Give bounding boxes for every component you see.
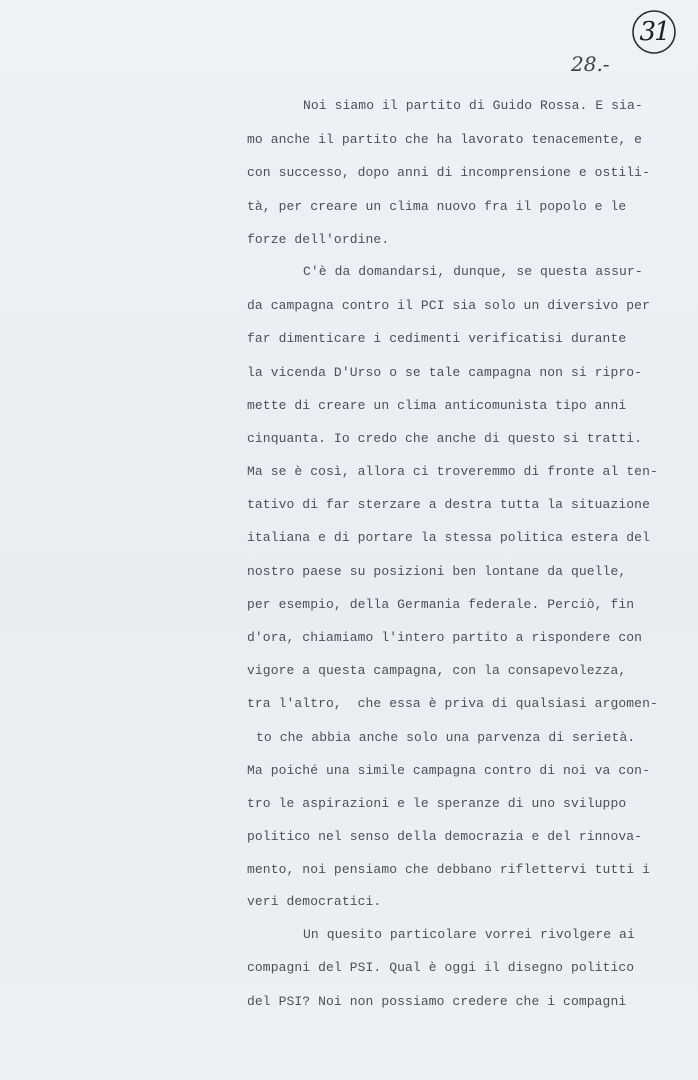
text-line: italiana e di portare la stessa politica estera del [247,530,650,545]
text-line: tà, per creare un clima nuovo fra il popolo e le [247,199,627,214]
text-line: C'è da domandarsi, dunque, se questa assur- [303,264,643,279]
text-line: tro le aspirazioni e le speranze di uno sviluppo [247,796,627,811]
text-line: nostro paese su posizioni ben lontane da quelle, [247,564,627,579]
text-line: tativo di far sterzare a destra tutta la situazione [247,497,650,512]
text-line: compagni del PSI. Qual è oggi il disegno politico [247,960,635,975]
text-line: politico nel senso della democrazia e del rinnova- [247,829,643,844]
text-line: mento, noi pensiamo che debbano riflettervi tutti i [247,862,650,877]
text-line: mette di creare un clima anticomunista tipo anni [247,398,627,413]
text-line: Ma poiché una simile campagna contro di noi va con- [247,763,650,778]
text-line: la vicenda D'Urso o se tale campagna non si ripro- [247,365,643,380]
text-line: Ma se è così, allora ci troveremmo di fronte al ten- [247,464,658,479]
text-line: con successo, dopo anni di incomprensione e ostili- [247,165,650,180]
text-line: d'ora, chiamiamo l'intero partito a rispondere con [247,630,643,645]
text-line: Un quesito particolare vorrei rivolgere ai [303,927,635,942]
text-line: cinquanta. Io credo che anche di questo si tratti. [247,431,643,446]
text-line: del PSI? Noi non possiamo credere che i compagni [247,994,627,1009]
text-line: per esempio, della Germania federale. Perciò, fin [247,597,635,612]
text-line: to che abbia anche solo una parvenza di serietà. [256,730,636,745]
text-line: forze dell'ordine. [247,232,390,247]
text-line: mo anche il partito che ha lavorato tenacemente, e [247,132,643,147]
stamp-number: 31 [639,17,669,47]
text-line: Noi siamo il partito di Guido Rossa. E sia- [303,98,643,113]
text-line: vigore a questa campagna, con la consapevolezza, [247,663,627,678]
text-line: veri democratici. [247,894,382,909]
text-line: tra l'altro, che essa è priva di qualsiasi argomen- [247,696,658,711]
text-line: far dimenticare i cedimenti verificatisi durante [247,331,627,346]
text-line: da campagna contro il PCI sia solo un diversivo per [247,298,650,313]
page-number: 28.- [571,52,610,76]
